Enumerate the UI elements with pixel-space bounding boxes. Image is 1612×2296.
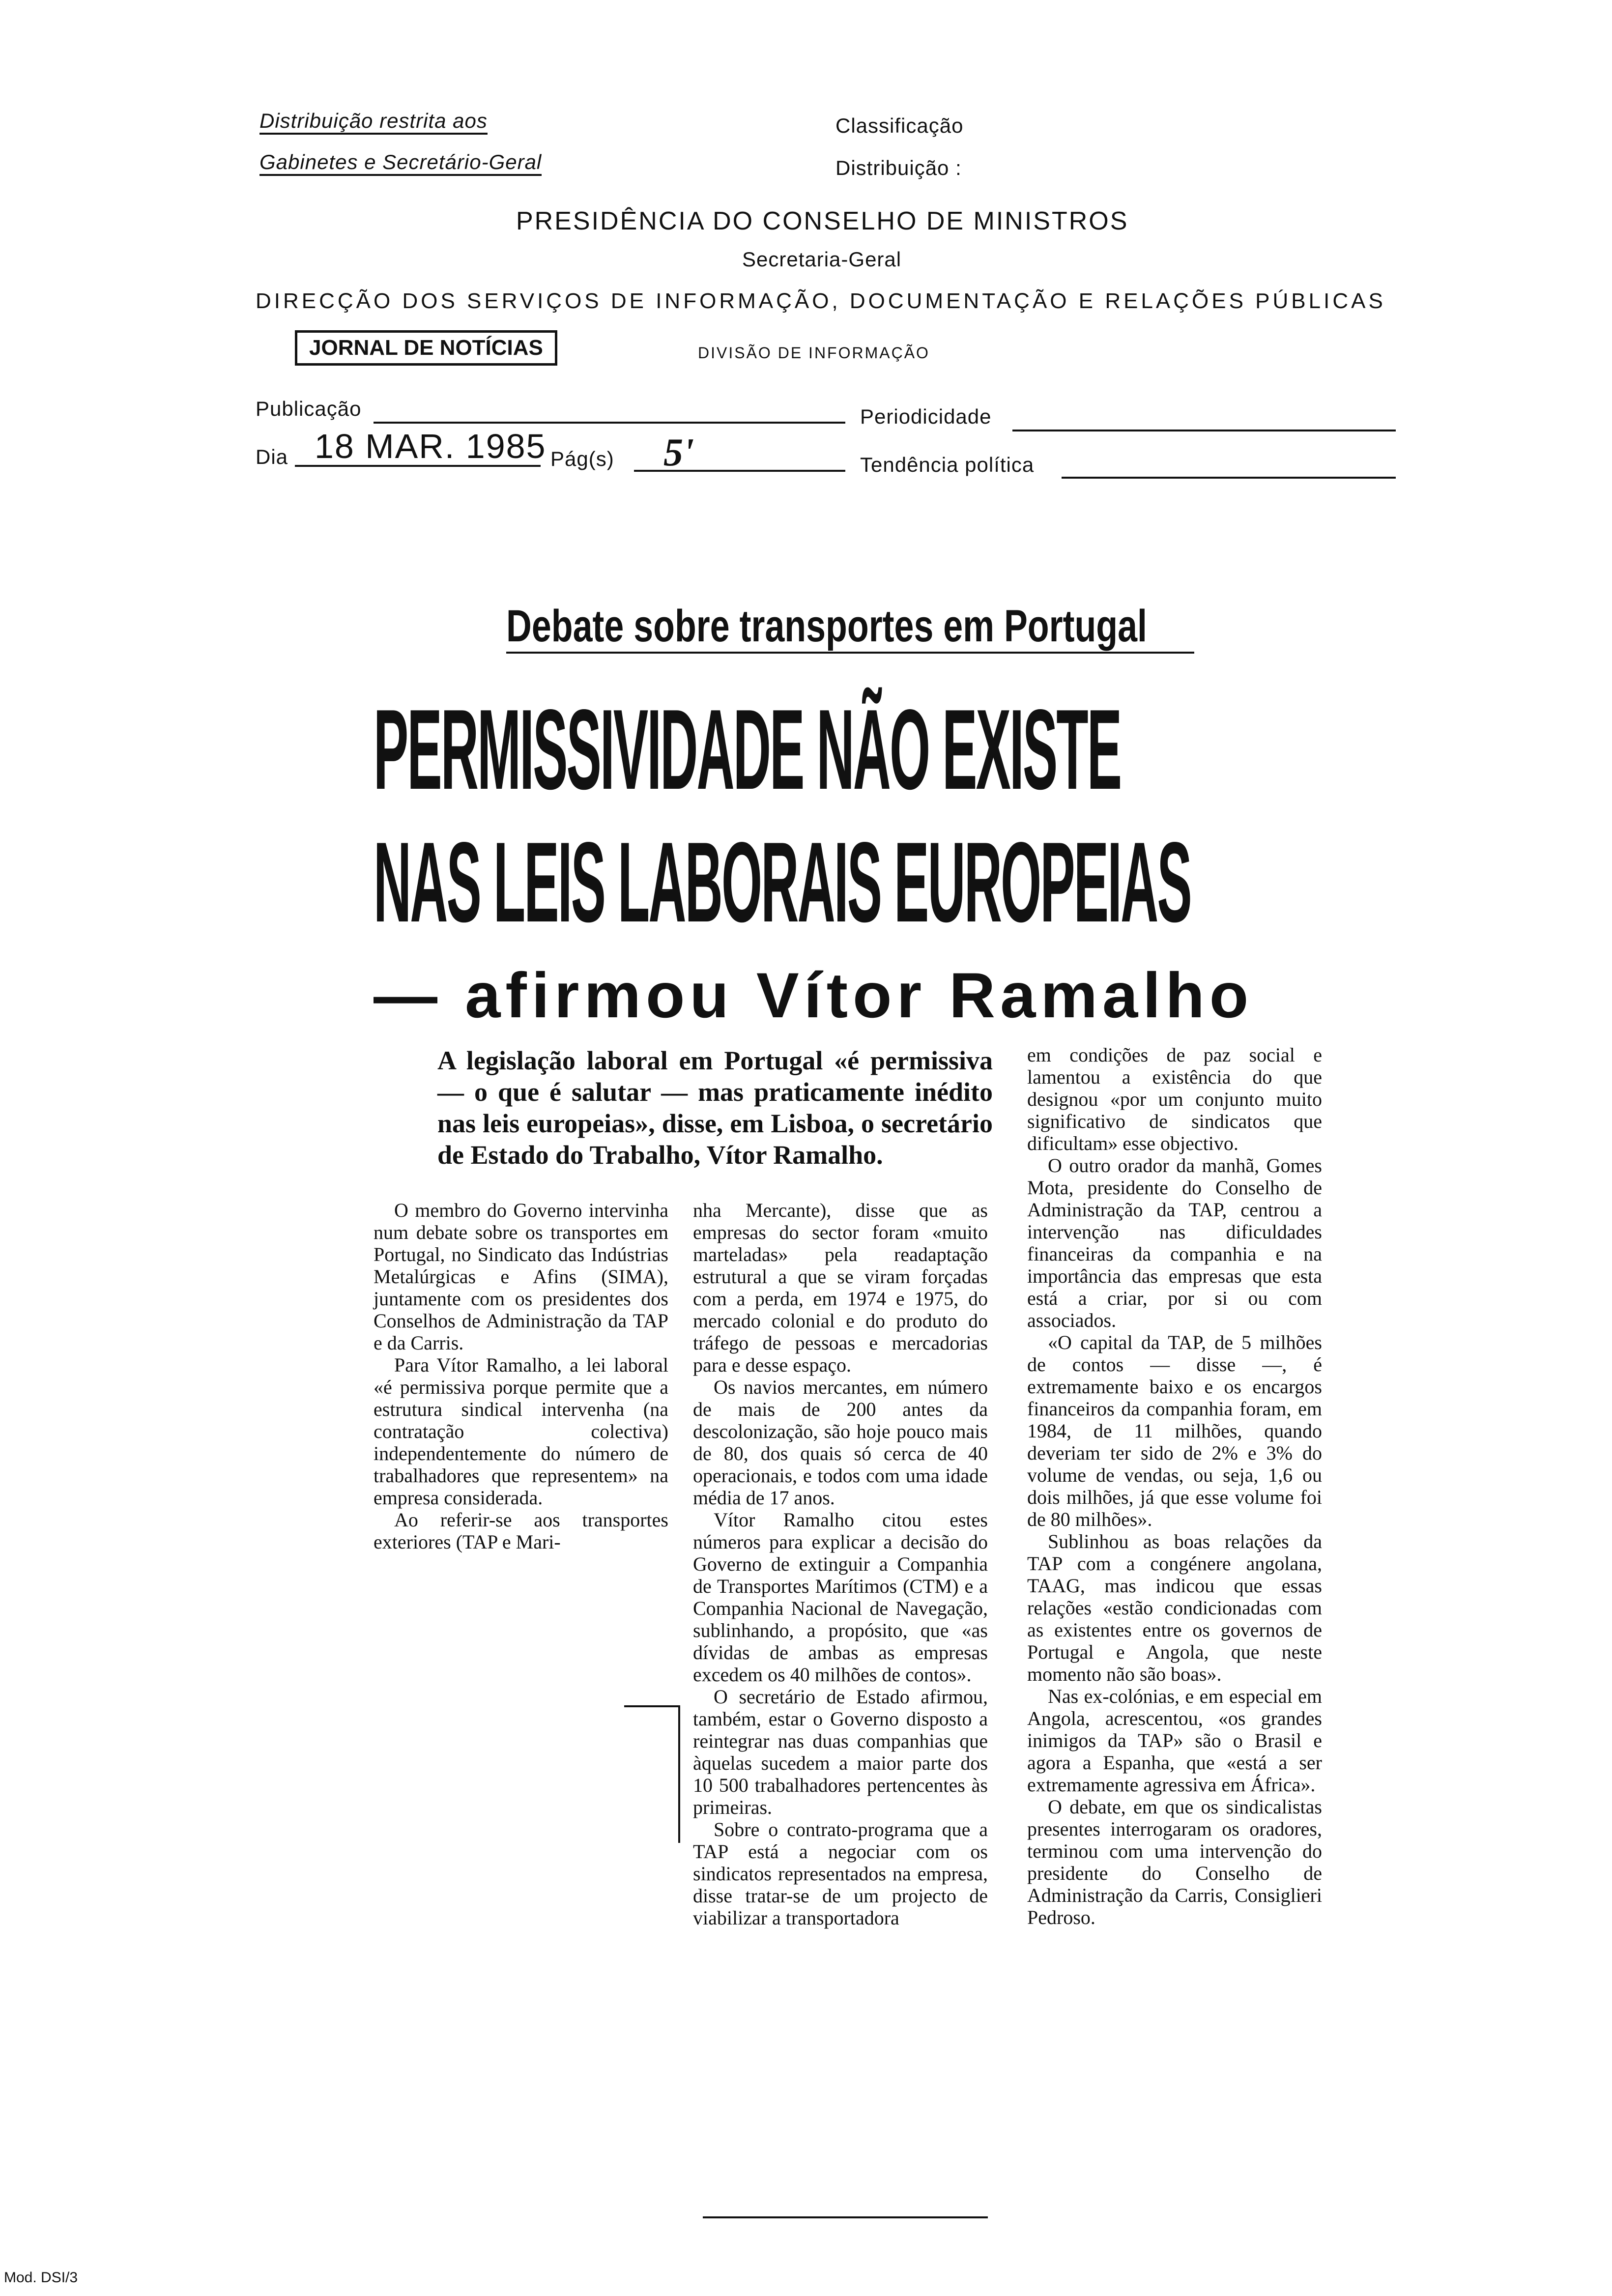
classificacao-label: Classificação: [835, 114, 964, 137]
article-kicker: Debate sobre transportes em Portugal: [506, 601, 1147, 651]
col3-paragraph: Sublinhou as boas relações da TAP com a congénere angolana, TAAG, mas indicou que essas relações «estão condicionadas com as existentes entre os governos de Portugal e Angola, que neste momento não são boas».: [1027, 1530, 1322, 1685]
col1-paragraph: Para Vítor Ramalho, a lei laboral «é permissiva porque permite que a estrutura sindical intervenha (na contratação colectiva) independentemente do número de trabalhadores que representem» na empresa considerada.: [374, 1354, 668, 1509]
direccao-servicos: DIRECÇÃO DOS SERVIÇOS DE INFORMAÇÃO, DOCUMENTAÇÃO E RELAÇÕES PÚBLICAS: [256, 289, 1386, 313]
column-rule-top: [624, 1705, 679, 1707]
kicker-underline: [506, 652, 1194, 654]
distribuicao-label: Distribuição :: [835, 156, 962, 179]
col3-paragraph: Nas ex-colónias, e em especial em Angola, acrescentou, «os grandes inimigos da TAP» são o Brasil e agora a Espanha, que «está a ser extremamente agressiva em África».: [1027, 1685, 1322, 1796]
col2-paragraph: Vítor Ramalho citou estes números para explicar a decisão do Governo de extinguir a Companhia de Transportes Marítimos (CTM) e a Companhia Nacional de Navegação, sublinhando, a propósito, que «as dívidas de ambas as empresas excedem os 40 milhões de contos».: [693, 1509, 988, 1686]
column-rule: [678, 1705, 680, 1843]
divisao-informacao: DIVISÃO DE INFORMAÇÃO: [698, 344, 930, 362]
col1-paragraph: Ao referir-se aos transportes exteriores (TAP e Mari-: [374, 1509, 668, 1553]
col3-paragraph: O debate, em que os sindicalistas presentes interrogaram os oradores, terminou com uma intervenção do presidente do Conselho de Administração da Carris, Consiglieri Pedroso.: [1027, 1796, 1322, 1928]
tendencia-label: Tendência política: [860, 453, 1035, 476]
col3-paragraph: O outro orador da manhã, Gomes Mota, presidente do Conselho de Administração da TAP, centrou a intervenção nas dificuldades financeiras da companhia e na importância das empresas que esta está a criar, por si ou com associados.: [1027, 1154, 1322, 1331]
form-code: Mod. DSI/3: [4, 2269, 78, 2286]
col2-paragraph: Sobre o contrato-programa que a TAP está a negociar com os sindicatos representados na empresa, disse tratar-se de um projecto de viabilizar a transportadora: [693, 1818, 988, 1929]
col2-continuation: nha Mercante), disse que as empresas do sector foram «muito marteladas» pela readaptação estrutural a que se viram forçadas com a perda, em 1974 e 1975, do mercado colonial e do produto do tráfego de pessoas e mercadorias para e desse espaço.: [693, 1199, 988, 1376]
column-1: [374, 1199, 668, 1553]
pags-value: 5': [663, 431, 694, 474]
dia-value: 18 MAR. 1985: [315, 427, 547, 465]
article-lead: A legislação laboral em Portugal «é permissiva — o que é salutar — mas praticamente inédito nas leis europeias», disse, em Lisboa, o secretário de Estado do Trabalho, Vítor Ramalho.: [437, 1046, 993, 1170]
publicacao-line: [374, 422, 845, 424]
secretaria-geral: Secretaria-Geral: [742, 248, 902, 271]
headline-line-2: NAS LEIS LABORAIS EUROPEIAS: [374, 819, 1191, 946]
periodicidade-line: [1012, 430, 1396, 431]
presidencia-title: PRESIDÊNCIA DO CONSELHO DE MINISTROS: [516, 207, 1129, 235]
restricted-line-2: Gabinetes e Secretário-Geral: [259, 150, 542, 176]
publicacao-label: Publicação: [256, 397, 362, 420]
dia-line: [295, 465, 541, 467]
periodicidade-label: Periodicidade: [860, 405, 992, 428]
bottom-rule: [703, 2216, 988, 2218]
jornal-stamp: JORNAL DE NOTÍCIAS: [295, 330, 557, 366]
col3-paragraph: «O capital da TAP, de 5 milhões de contos — disse —, é extremamente baixo e os encargos financeiros da companhia foram, em 1984, de 11 milhões, quando deveriam ter sido de 2% e 3% do volume de vendas, ou seja, 1,6 ou dois milhões, já que esse volume foi de 80 milhões».: [1027, 1331, 1322, 1530]
column-3: [1027, 1044, 1322, 1928]
pags-line: [634, 470, 845, 472]
article-subhead: — afirmou Vítor Ramalho: [374, 959, 1254, 1031]
col3-continuation: em condições de paz social e lamentou a existência do que designou «por um conjunto muito significativo de sindicatos que dificultam» esse objectivo.: [1027, 1044, 1322, 1154]
col2-paragraph: Os navios mercantes, em número de mais de 200 antes da descolonização, são hoje pouco mais de 80, dos quais só cerca de 40 operacionais, e todos com uma idade média de 17 anos.: [693, 1376, 988, 1509]
dia-label: Dia: [256, 445, 288, 468]
col1-paragraph: O membro do Governo intervinha num debate sobre os transportes em Portugal, no Sindicato das Indústrias Metalúrgicas e Afins (SIMA), juntamente com os presidentes dos Conselhos de Administração da TAP e da Carris.: [374, 1199, 668, 1354]
pags-label: Pág(s): [550, 447, 614, 470]
restricted-line-1: Distribuição restrita aos: [259, 109, 488, 135]
tendencia-line: [1062, 477, 1396, 479]
column-2: [693, 1199, 988, 1929]
col2-paragraph: O secretário de Estado afirmou, também, estar o Governo disposto a reintegrar nas duas companhias que àquelas sucedem a maior parte dos 10 500 trabalhadores pertencentes às primeiras.: [693, 1686, 988, 1818]
headline-line-1: PERMISSIVIDADE NÃO EXISTE: [374, 686, 1121, 813]
